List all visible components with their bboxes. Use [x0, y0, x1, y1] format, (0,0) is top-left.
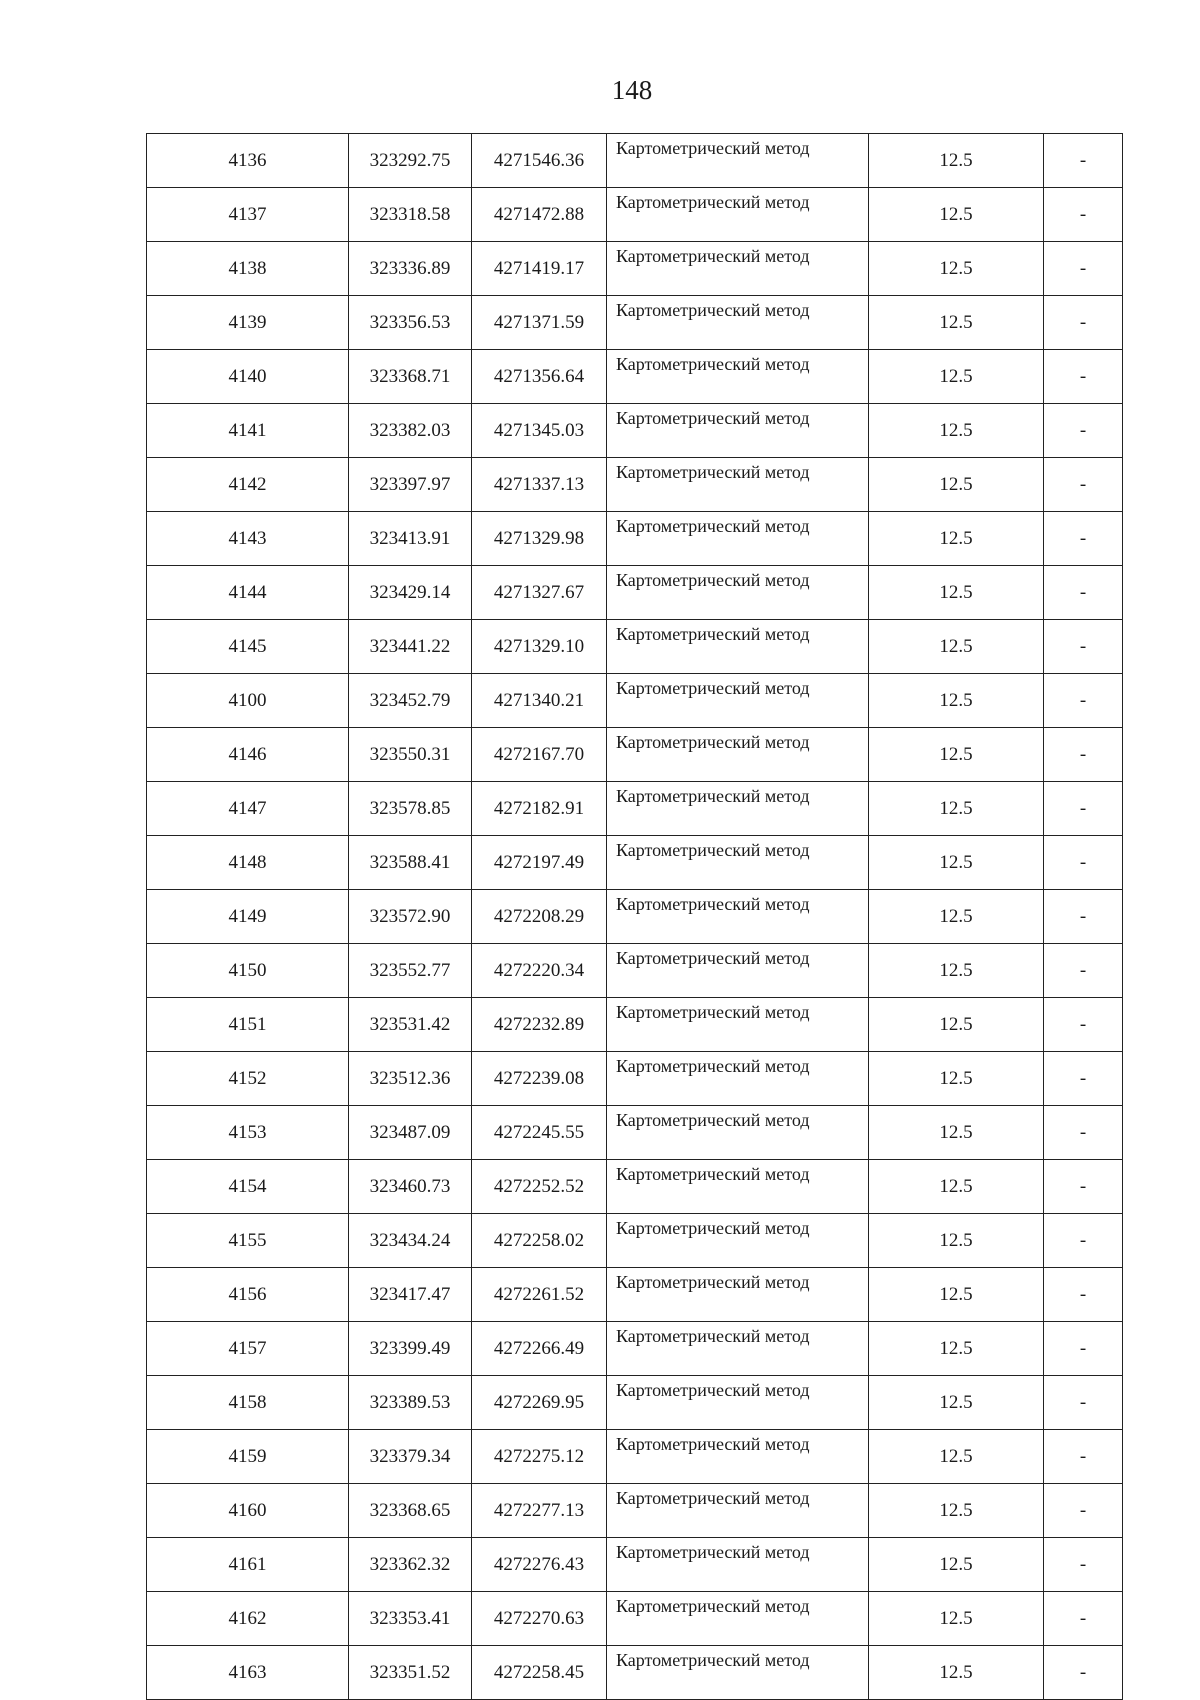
accuracy-cell: 12.5 [869, 1430, 1044, 1484]
x-coordinate-cell: 323397.97 [349, 458, 472, 512]
note-cell: - [1044, 134, 1123, 188]
table-row [147, 890, 1123, 944]
y-coordinate-cell: 4271472.88 [472, 188, 607, 242]
table-row [147, 1376, 1123, 1430]
table-row [147, 944, 1123, 998]
method-cell: Картометрический метод [607, 1268, 869, 1322]
accuracy-cell: 12.5 [869, 1376, 1044, 1430]
method-cell: Картометрический метод [607, 998, 869, 1052]
table-row [147, 188, 1123, 242]
x-coordinate-cell: 323318.58 [349, 188, 472, 242]
coordinates-table-body [147, 134, 1123, 1700]
table-row [147, 242, 1123, 296]
y-coordinate-cell: 4272167.70 [472, 728, 607, 782]
y-coordinate-cell: 4271329.10 [472, 620, 607, 674]
method-cell: Картометрический метод [607, 404, 869, 458]
method-cell: Картометрический метод [607, 1538, 869, 1592]
point-number-cell: 4158 [147, 1376, 349, 1430]
accuracy-cell: 12.5 [869, 1268, 1044, 1322]
note-cell: - [1044, 1538, 1123, 1592]
y-coordinate-cell: 4271546.36 [472, 134, 607, 188]
x-coordinate-cell: 323399.49 [349, 1322, 472, 1376]
y-coordinate-cell: 4272239.08 [472, 1052, 607, 1106]
point-number-cell: 4137 [147, 188, 349, 242]
note-cell: - [1044, 1160, 1123, 1214]
y-coordinate-cell: 4272252.52 [472, 1160, 607, 1214]
x-coordinate-cell: 323368.65 [349, 1484, 472, 1538]
table-row [147, 836, 1123, 890]
x-coordinate-cell: 323368.71 [349, 350, 472, 404]
x-coordinate-cell: 323588.41 [349, 836, 472, 890]
x-coordinate-cell: 323379.34 [349, 1430, 472, 1484]
table-row [147, 1484, 1123, 1538]
note-cell: - [1044, 1646, 1123, 1700]
note-cell: - [1044, 458, 1123, 512]
method-cell: Картометрический метод [607, 1592, 869, 1646]
x-coordinate-cell: 323362.32 [349, 1538, 472, 1592]
point-number-cell: 4144 [147, 566, 349, 620]
accuracy-cell: 12.5 [869, 1484, 1044, 1538]
y-coordinate-cell: 4272258.02 [472, 1214, 607, 1268]
accuracy-cell: 12.5 [869, 1052, 1044, 1106]
note-cell: - [1044, 1322, 1123, 1376]
x-coordinate-cell: 323417.47 [349, 1268, 472, 1322]
accuracy-cell: 12.5 [869, 296, 1044, 350]
point-number-cell: 4163 [147, 1646, 349, 1700]
y-coordinate-cell: 4271356.64 [472, 350, 607, 404]
note-cell: - [1044, 998, 1123, 1052]
table-row [147, 134, 1123, 188]
y-coordinate-cell: 4272269.95 [472, 1376, 607, 1430]
note-cell: - [1044, 890, 1123, 944]
method-cell: Картометрический метод [607, 1484, 869, 1538]
x-coordinate-cell: 323382.03 [349, 404, 472, 458]
point-number-cell: 4100 [147, 674, 349, 728]
note-cell: - [1044, 1592, 1123, 1646]
method-cell: Картометрический метод [607, 1106, 869, 1160]
point-number-cell: 4139 [147, 296, 349, 350]
point-number-cell: 4154 [147, 1160, 349, 1214]
table-row [147, 620, 1123, 674]
point-number-cell: 4157 [147, 1322, 349, 1376]
method-cell: Картометрический метод [607, 188, 869, 242]
accuracy-cell: 12.5 [869, 1160, 1044, 1214]
table-row [147, 728, 1123, 782]
accuracy-cell: 12.5 [869, 566, 1044, 620]
point-number-cell: 4138 [147, 242, 349, 296]
y-coordinate-cell: 4272245.55 [472, 1106, 607, 1160]
note-cell: - [1044, 1268, 1123, 1322]
y-coordinate-cell: 4272261.52 [472, 1268, 607, 1322]
method-cell: Картометрический метод [607, 1160, 869, 1214]
method-cell: Картометрический метод [607, 458, 869, 512]
note-cell: - [1044, 1376, 1123, 1430]
y-coordinate-cell: 4271337.13 [472, 458, 607, 512]
note-cell: - [1044, 512, 1123, 566]
point-number-cell: 4141 [147, 404, 349, 458]
note-cell: - [1044, 782, 1123, 836]
y-coordinate-cell: 4272232.89 [472, 998, 607, 1052]
table-row [147, 1268, 1123, 1322]
accuracy-cell: 12.5 [869, 350, 1044, 404]
point-number-cell: 4153 [147, 1106, 349, 1160]
point-number-cell: 4162 [147, 1592, 349, 1646]
method-cell: Картометрический метод [607, 296, 869, 350]
accuracy-cell: 12.5 [869, 728, 1044, 782]
note-cell: - [1044, 620, 1123, 674]
x-coordinate-cell: 323512.36 [349, 1052, 472, 1106]
note-cell: - [1044, 674, 1123, 728]
method-cell: Картометрический метод [607, 242, 869, 296]
method-cell: Картометрический метод [607, 512, 869, 566]
accuracy-cell: 12.5 [869, 620, 1044, 674]
table-row [147, 998, 1123, 1052]
y-coordinate-cell: 4272220.34 [472, 944, 607, 998]
y-coordinate-cell: 4271345.03 [472, 404, 607, 458]
point-number-cell: 4136 [147, 134, 349, 188]
note-cell: - [1044, 242, 1123, 296]
accuracy-cell: 12.5 [869, 512, 1044, 566]
point-number-cell: 4140 [147, 350, 349, 404]
method-cell: Картометрический метод [607, 1322, 869, 1376]
accuracy-cell: 12.5 [869, 1322, 1044, 1376]
y-coordinate-cell: 4272266.49 [472, 1322, 607, 1376]
y-coordinate-cell: 4271340.21 [472, 674, 607, 728]
table-row [147, 1322, 1123, 1376]
accuracy-cell: 12.5 [869, 1592, 1044, 1646]
accuracy-cell: 12.5 [869, 188, 1044, 242]
point-number-cell: 4146 [147, 728, 349, 782]
x-coordinate-cell: 323356.53 [349, 296, 472, 350]
accuracy-cell: 12.5 [869, 242, 1044, 296]
point-number-cell: 4160 [147, 1484, 349, 1538]
x-coordinate-cell: 323452.79 [349, 674, 472, 728]
x-coordinate-cell: 323351.52 [349, 1646, 472, 1700]
table-row [147, 1592, 1123, 1646]
method-cell: Картометрический метод [607, 944, 869, 998]
accuracy-cell: 12.5 [869, 998, 1044, 1052]
x-coordinate-cell: 323578.85 [349, 782, 472, 836]
table-row [147, 782, 1123, 836]
note-cell: - [1044, 188, 1123, 242]
method-cell: Картометрический метод [607, 890, 869, 944]
y-coordinate-cell: 4272270.63 [472, 1592, 607, 1646]
method-cell: Картометрический метод [607, 134, 869, 188]
method-cell: Картометрический метод [607, 566, 869, 620]
accuracy-cell: 12.5 [869, 1538, 1044, 1592]
y-coordinate-cell: 4271419.17 [472, 242, 607, 296]
accuracy-cell: 12.5 [869, 1106, 1044, 1160]
y-coordinate-cell: 4272182.91 [472, 782, 607, 836]
x-coordinate-cell: 323572.90 [349, 890, 472, 944]
method-cell: Картометрический метод [607, 782, 869, 836]
point-number-cell: 4159 [147, 1430, 349, 1484]
method-cell: Картометрический метод [607, 728, 869, 782]
method-cell: Картометрический метод [607, 620, 869, 674]
method-cell: Картометрический метод [607, 1646, 869, 1700]
accuracy-cell: 12.5 [869, 134, 1044, 188]
point-number-cell: 4155 [147, 1214, 349, 1268]
y-coordinate-cell: 4272197.49 [472, 836, 607, 890]
y-coordinate-cell: 4272208.29 [472, 890, 607, 944]
note-cell: - [1044, 1484, 1123, 1538]
x-coordinate-cell: 323460.73 [349, 1160, 472, 1214]
accuracy-cell: 12.5 [869, 782, 1044, 836]
table-row [147, 350, 1123, 404]
point-number-cell: 4150 [147, 944, 349, 998]
point-number-cell: 4148 [147, 836, 349, 890]
method-cell: Картометрический метод [607, 1376, 869, 1430]
accuracy-cell: 12.5 [869, 458, 1044, 512]
note-cell: - [1044, 350, 1123, 404]
table-row [147, 1430, 1123, 1484]
point-number-cell: 4142 [147, 458, 349, 512]
coordinates-table [146, 133, 1123, 1700]
x-coordinate-cell: 323531.42 [349, 998, 472, 1052]
x-coordinate-cell: 323552.77 [349, 944, 472, 998]
point-number-cell: 4152 [147, 1052, 349, 1106]
accuracy-cell: 12.5 [869, 1646, 1044, 1700]
table-row [147, 1106, 1123, 1160]
table-row [147, 1160, 1123, 1214]
note-cell: - [1044, 1214, 1123, 1268]
table-row [147, 1214, 1123, 1268]
x-coordinate-cell: 323434.24 [349, 1214, 472, 1268]
accuracy-cell: 12.5 [869, 404, 1044, 458]
note-cell: - [1044, 404, 1123, 458]
point-number-cell: 4151 [147, 998, 349, 1052]
accuracy-cell: 12.5 [869, 890, 1044, 944]
y-coordinate-cell: 4271329.98 [472, 512, 607, 566]
table-row [147, 404, 1123, 458]
note-cell: - [1044, 1052, 1123, 1106]
point-number-cell: 4147 [147, 782, 349, 836]
note-cell: - [1044, 836, 1123, 890]
table-row [147, 1646, 1123, 1700]
point-number-cell: 4149 [147, 890, 349, 944]
table-row [147, 1052, 1123, 1106]
method-cell: Картометрический метод [607, 836, 869, 890]
table-row [147, 1538, 1123, 1592]
table-row [147, 296, 1123, 350]
note-cell: - [1044, 566, 1123, 620]
table-row [147, 512, 1123, 566]
y-coordinate-cell: 4272258.45 [472, 1646, 607, 1700]
page-number: 148 [611, 75, 653, 105]
point-number-cell: 4145 [147, 620, 349, 674]
note-cell: - [1044, 944, 1123, 998]
x-coordinate-cell: 323389.53 [349, 1376, 472, 1430]
accuracy-cell: 12.5 [869, 1214, 1044, 1268]
table-row [147, 458, 1123, 512]
y-coordinate-cell: 4272277.13 [472, 1484, 607, 1538]
point-number-cell: 4143 [147, 512, 349, 566]
x-coordinate-cell: 323550.31 [349, 728, 472, 782]
y-coordinate-cell: 4272275.12 [472, 1430, 607, 1484]
y-coordinate-cell: 4272276.43 [472, 1538, 607, 1592]
y-coordinate-cell: 4271327.67 [472, 566, 607, 620]
x-coordinate-cell: 323336.89 [349, 242, 472, 296]
accuracy-cell: 12.5 [869, 674, 1044, 728]
note-cell: - [1044, 1106, 1123, 1160]
accuracy-cell: 12.5 [869, 944, 1044, 998]
point-number-cell: 4161 [147, 1538, 349, 1592]
table-row [147, 674, 1123, 728]
table-row [147, 566, 1123, 620]
method-cell: Картометрический метод [607, 350, 869, 404]
method-cell: Картометрический метод [607, 1052, 869, 1106]
x-coordinate-cell: 323353.41 [349, 1592, 472, 1646]
x-coordinate-cell: 323292.75 [349, 134, 472, 188]
x-coordinate-cell: 323429.14 [349, 566, 472, 620]
method-cell: Картометрический метод [607, 1214, 869, 1268]
note-cell: - [1044, 1430, 1123, 1484]
note-cell: - [1044, 728, 1123, 782]
y-coordinate-cell: 4271371.59 [472, 296, 607, 350]
x-coordinate-cell: 323413.91 [349, 512, 472, 566]
point-number-cell: 4156 [147, 1268, 349, 1322]
method-cell: Картометрический метод [607, 1430, 869, 1484]
accuracy-cell: 12.5 [869, 836, 1044, 890]
x-coordinate-cell: 323487.09 [349, 1106, 472, 1160]
method-cell: Картометрический метод [607, 674, 869, 728]
x-coordinate-cell: 323441.22 [349, 620, 472, 674]
note-cell: - [1044, 296, 1123, 350]
